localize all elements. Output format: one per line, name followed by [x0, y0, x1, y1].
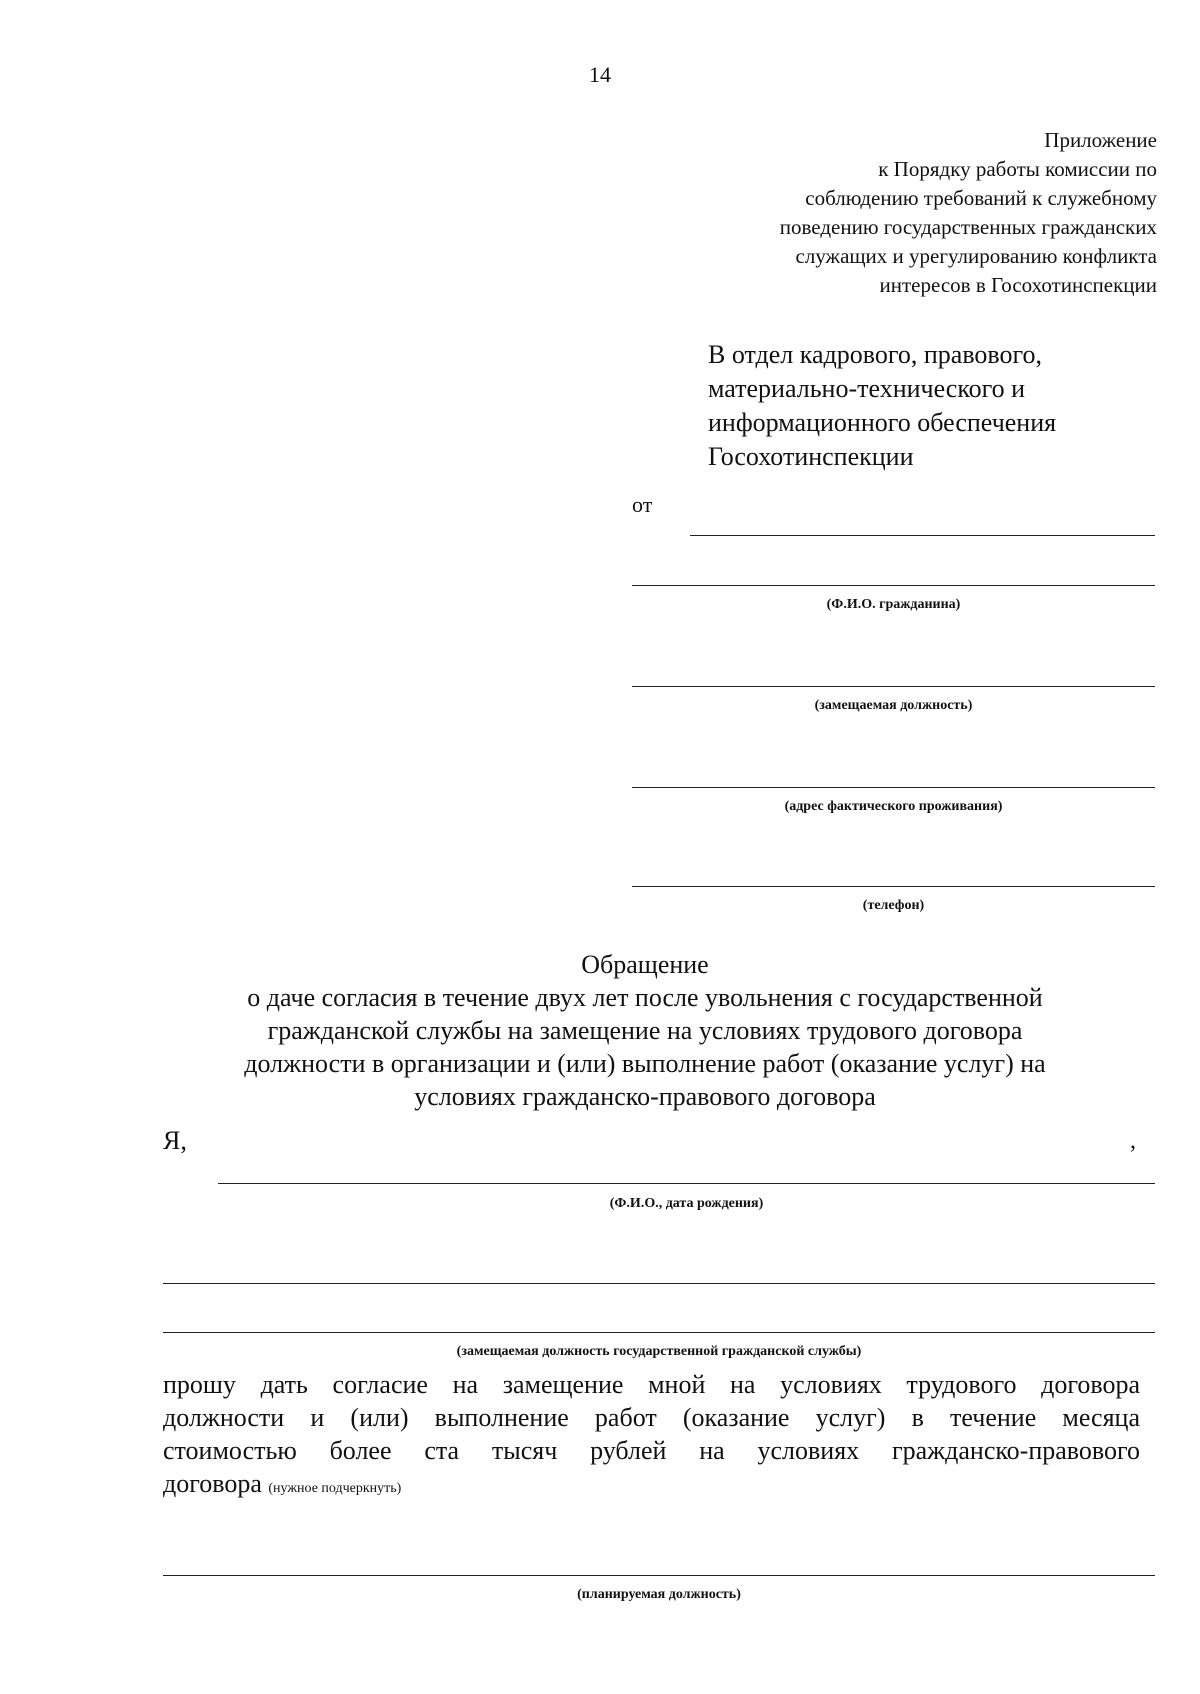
appendix-line: к Порядку работы комиссии по — [878, 157, 1157, 181]
addressee-line: информационного обеспечения — [708, 408, 1057, 437]
civil-service-position-caption: (замещаемая должность государственной гражданской службы) — [456, 1344, 862, 1359]
heading-line: условиях гражданско-правового договора — [414, 1082, 876, 1111]
from-label: от — [632, 492, 653, 517]
sender-name-line-1[interactable] — [690, 535, 1155, 536]
request-line: прошу дать согласие на замещение мной на условиях трудового договора — [163, 1370, 1140, 1399]
civil-service-position-line-2[interactable] — [163, 1332, 1155, 1333]
page-number: 14 — [589, 62, 611, 87]
request-paragraph — [163, 1368, 1140, 1505]
civil-service-position-line-1[interactable] — [163, 1283, 1155, 1284]
phone-line[interactable] — [632, 886, 1155, 887]
heading-line: должности в организации и (или) выполнение работ (оказание услуг) на — [244, 1049, 1046, 1078]
addressee-line: Госохотинспекции — [708, 442, 914, 471]
position-held-line[interactable] — [632, 686, 1155, 687]
appendix-line: соблюдению требований к служебному — [805, 186, 1157, 210]
i-label: Я, — [163, 1126, 187, 1155]
addressee-block — [708, 338, 1168, 474]
sender-name-line-2[interactable] — [632, 585, 1155, 586]
position-held-caption: (замещаемая должность) — [814, 698, 973, 713]
phone-caption: (телефон) — [862, 898, 925, 913]
fio-birthdate-caption: (Ф.И.О., дата рождения) — [609, 1196, 764, 1211]
appendix-line: интересов в Госохотинспекции — [879, 273, 1157, 297]
heading-line: о даче согласия в течение двух лет после увольнения с государственной — [247, 983, 1043, 1012]
heading-line: гражданской службы на замещение на условиях трудового договора — [267, 1016, 1023, 1045]
appendix-header — [597, 126, 1157, 300]
addressee-line: В отдел кадрового, правового, — [708, 340, 1043, 369]
fio-citizen-caption: (Ф.И.О. гражданина) — [826, 597, 961, 612]
addressee-line: материально-технического и — [708, 374, 1026, 403]
request-last-line — [163, 1467, 1140, 1505]
fio-birthdate-line[interactable] — [218, 1183, 1155, 1184]
appendix-line: Приложение — [1044, 128, 1157, 152]
comma-mark: , — [1130, 1128, 1136, 1154]
request-note: (нужное подчеркнуть) — [268, 1481, 402, 1496]
document-heading — [120, 948, 1170, 1113]
address-line[interactable] — [632, 787, 1155, 788]
address-caption: (адрес фактического проживания) — [784, 799, 1003, 814]
request-last-word: договора — [163, 1469, 262, 1498]
planned-position-caption: (планируемая должность) — [577, 1587, 741, 1602]
heading-title: Обращение — [581, 950, 709, 979]
planned-position-line[interactable] — [163, 1575, 1155, 1576]
request-line: стоимостью более ста тысяч рублей на условиях гражданско-правового — [163, 1436, 1140, 1465]
appendix-line: служащих и урегулированию конфликта — [795, 244, 1157, 268]
appendix-line: поведению государственных гражданских — [779, 215, 1157, 239]
request-line: должности и (или) выполнение работ (оказание услуг) в течение месяца — [163, 1403, 1140, 1432]
